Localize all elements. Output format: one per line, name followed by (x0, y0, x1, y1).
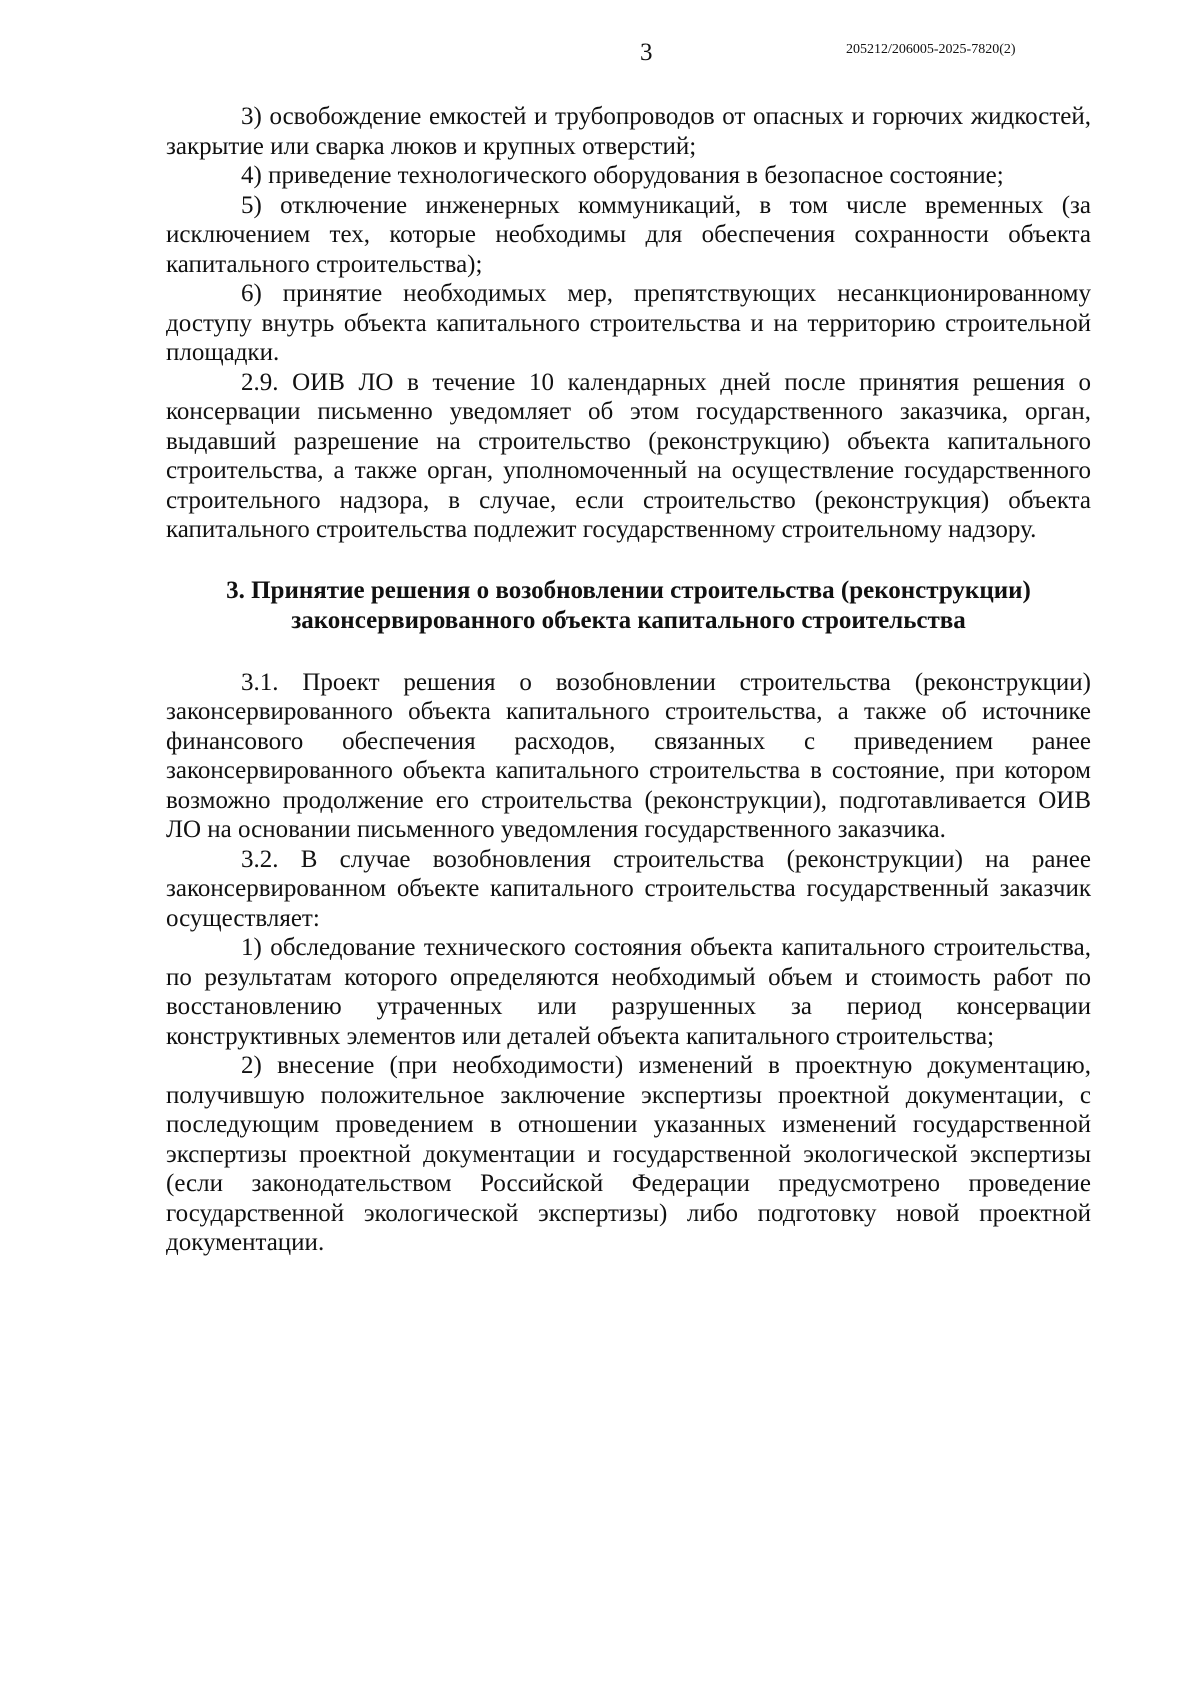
list-item-2: 2) внесение (при необходимости) изменений в проектную документацию, получившую положительное заключение экспертизы проектной документации, с последующим проведением в отношении указанных изменений государственной экспертизы проектной документации и государственной экологической экспертизы (если законодательством Российской Федерации предусмотрено проведение государственной экологической экспертизы) либо подготовку новой проектной документации. (166, 1052, 1091, 1256)
clause-2-9: 2.9. ОИВ ЛО в течение 10 календарных дней после принятия решения о консервации письменно уведомляет об этом государственного заказчика, орган, выдавший разрешение на строительство (реконструкцию) объекта капитального строительства, а также орган, уполномоченный на осуществление государственного строительного надзора, в случае, если строительство (реконструкция) объекта капитального строительства подлежит государственному строительному надзору. (166, 368, 1091, 543)
list-item-6: 6) принятие необходимых мер, препятствующих несанкционированному доступу внутрь объекта капитального строительства и на территорию строительной площадки. (166, 280, 1091, 366)
section-heading (166, 576, 1091, 636)
document-body (166, 102, 1091, 1258)
clause-3-1: 3.1. Проект решения о возобновлении строительства (реконструкции) законсервированного объекта капитального строительства, а также об источнике финансового обеспечения расходов, связанных с приведением ранее законсервированного объекта капитального строительства в состояние, при котором возможно продолжение его строительства (реконструкции), подготавливается ОИВ ЛО на основании письменного уведомления государственного заказчика. (166, 668, 1091, 843)
list-item-1: 1) обследование технического состояния объекта капитального строительства, по результатам которого определяются необходимый объем и стоимость работ по восстановлению утраченных или разрушенных за период консервации конструктивных элементов или деталей объекта капитального строительства; (166, 934, 1091, 1050)
clause-3-2: 3.2. В случае возобновления строительства (реконструкции) на ранее законсервированном объекте капитального строительства государственный заказчик осуществляет: (166, 845, 1091, 932)
list-item-3: 3) освобождение емкостей и трубопроводов от опасных и горючих жидкостей, закрытие или сварка люков и крупных отверстий; (166, 103, 1091, 160)
list-item-4: 4) приведение технологического оборудования в безопасное состояние; (241, 162, 1004, 189)
list-item-5: 5) отключение инженерных коммуникаций, в том числе временных (за исключением тех, которые необходимы для обеспечения сохранности объекта капитального строительства); (166, 191, 1091, 278)
section-heading-line-1: 3. Принятие решения о возобновлении строительства (реконструкции) (226, 576, 1031, 604)
document-id: 205212/206005-2025-7820(2) (846, 42, 1016, 57)
section-heading-line-2: законсервированного объекта капитального строительства (291, 606, 966, 634)
page-number: 3 (640, 39, 653, 66)
